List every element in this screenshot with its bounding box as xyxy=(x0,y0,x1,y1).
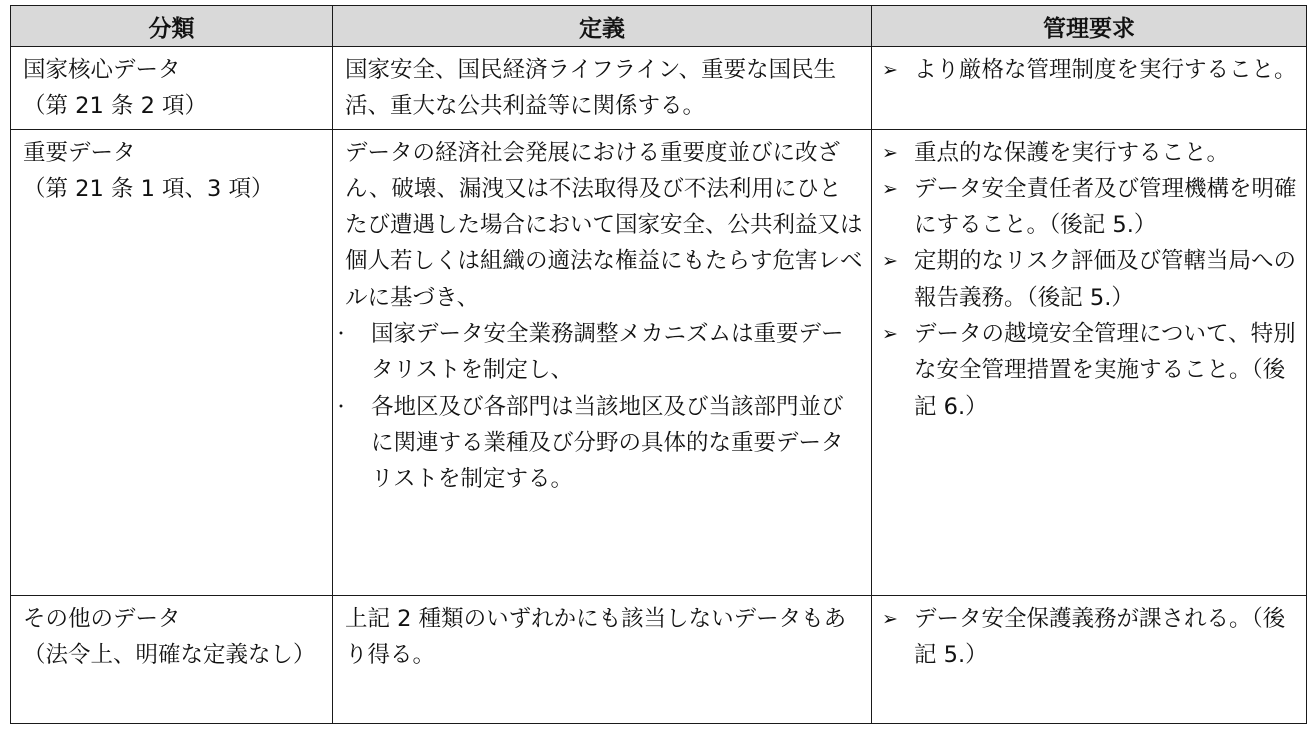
requirement-cell xyxy=(872,595,1307,723)
table-row xyxy=(11,595,1307,723)
requirement-list xyxy=(884,52,1298,88)
category-cell xyxy=(11,595,333,723)
header-row xyxy=(11,6,1307,47)
header-category: 分類 xyxy=(11,6,333,47)
requirement-item: ➢ より厳格な管理制度を実行すること。 xyxy=(884,52,1298,88)
category-sub: （第 21 条 1 項、3 項） xyxy=(23,175,274,202)
requirement-cell xyxy=(872,47,1307,130)
arrow-bullet-icon: ➢ xyxy=(882,59,898,81)
definition-bullet: ・ 国家データ安全業務調整メカニズムは重要データリストを制定し、 xyxy=(345,316,863,389)
category-title: その他のデータ xyxy=(23,605,181,632)
definition-cell xyxy=(333,47,872,130)
requirement-item: ➢ データ安全責任者及び管理機構を明確にすること。（後記 5.） xyxy=(884,171,1298,244)
requirement-cell xyxy=(872,129,1307,595)
category-cell xyxy=(11,129,333,595)
header-requirement: 管理要求 xyxy=(872,6,1307,47)
category-title: 重要データ xyxy=(23,139,136,166)
arrow-bullet-icon: ➢ xyxy=(882,141,898,164)
definition-bullet: ・ 各地区及び各部門は当該地区及び当該部門並びに関連する業種及び分野の具体的な重要データリストを制定する。 xyxy=(345,389,863,498)
requirement-item: ➢ 重点的な保護を実行すること。 xyxy=(884,135,1298,171)
data-classification-table xyxy=(10,5,1307,724)
category-cell xyxy=(11,47,333,130)
requirement-item: ➢ データ安全保護義務が課される。（後記 5.） xyxy=(884,601,1298,674)
requirement-item: ➢ 定期的なリスク評価及び管轄当局への報告義務。（後記 5.） xyxy=(884,243,1298,316)
definition-text: データの経済社会発展における重要度並びに改ざん、破壊、漏洩又は不法取得及び不法利用にひとたび遭遇した場合において国家安全、公共利益又は個人若しくは組織の適法な権益にもたらす危害レベルに基づき、 xyxy=(345,139,863,311)
dot-bullet-icon: ・ xyxy=(333,324,350,344)
table-row xyxy=(11,129,1307,595)
definition-text: 上記 2 種類のいずれかにも該当しないデータもあり得る。 xyxy=(345,605,847,668)
category-sub: （第 21 条 2 項） xyxy=(23,93,208,120)
definition-cell xyxy=(333,595,872,723)
definition-bullet-list xyxy=(333,316,863,497)
definition-text: 国家安全、国民経済ライフライン、重要な国民生活、重大な公共利益等に関係する。 xyxy=(345,57,837,120)
table-row xyxy=(11,47,1307,130)
header-definition: 定義 xyxy=(333,6,872,47)
requirement-list xyxy=(884,601,1298,674)
arrow-bullet-icon: ➢ xyxy=(882,607,898,630)
arrow-bullet-icon: ➢ xyxy=(882,250,898,273)
category-sub: （法令上、明確な定義なし） xyxy=(23,641,316,668)
arrow-bullet-icon: ➢ xyxy=(882,177,898,200)
definition-cell xyxy=(333,129,872,595)
arrow-bullet-icon: ➢ xyxy=(882,323,898,346)
requirement-item: ➢ データの越境安全管理について、特別な安全管理措置を実施すること。（後記 6.） xyxy=(884,316,1298,425)
requirement-list xyxy=(884,135,1298,425)
category-title: 国家核心データ xyxy=(23,57,181,83)
dot-bullet-icon: ・ xyxy=(333,396,350,416)
